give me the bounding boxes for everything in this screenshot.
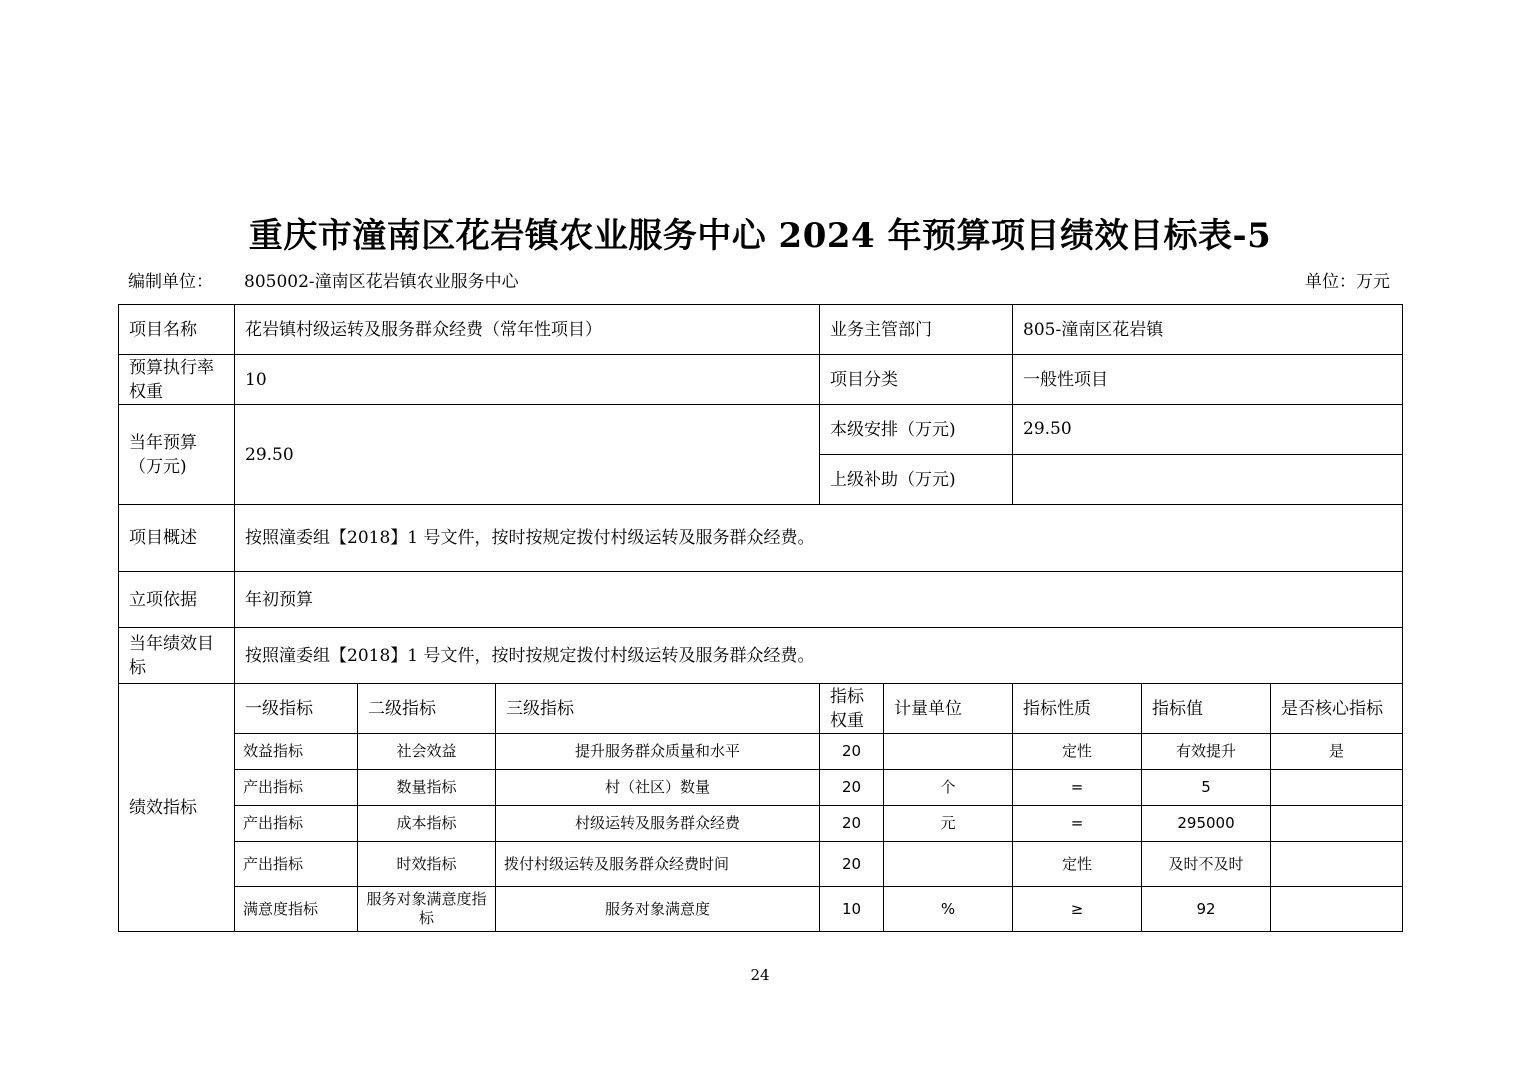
budget-value: 29.50 [235,405,820,505]
budget-label: 当年预算（万元) [119,405,235,505]
upper-label: 上级补助（万元) [820,455,1013,505]
indicator-level2: 社会效益 [358,734,496,770]
dept-label: 业务主管部门 [820,305,1013,355]
category-label: 项目分类 [820,355,1013,405]
row-project-name [119,305,1403,355]
dept-value: 805-潼南区花岩镇 [1013,305,1403,355]
row-goal [119,628,1403,684]
indicator-level2: 数量指标 [358,770,496,806]
local-value: 29.50 [1013,405,1403,455]
unit-label: 编制单位： [128,272,213,292]
indicator-level1: 产出指标 [235,770,358,806]
indicator-unit: 个 [884,770,1013,806]
table-row [119,842,1403,887]
basis-value: 年初预算 [235,572,1403,628]
table-row [119,770,1403,806]
header-cell: 一级指标 [235,684,358,734]
indicator-level1: 产出指标 [235,806,358,842]
header-cell: 三级指标 [496,684,820,734]
indicator-level2: 服务对象满意度指标 [358,887,496,932]
indicator-unit: % [884,887,1013,932]
indicator-level3: 提升服务群众质量和水平 [496,734,820,770]
header-cell: 计量单位 [884,684,1013,734]
goal-label: 当年绩效目标 [119,628,235,684]
indicator-nature: 定性 [1013,734,1142,770]
basis-label: 立项依据 [119,572,235,628]
indicator-core [1271,806,1403,842]
indicator-unit: 元 [884,806,1013,842]
indicator-level3: 村（社区）数量 [496,770,820,806]
table-row [119,887,1403,932]
header-cell: 是否核心指标 [1271,684,1403,734]
perf-label: 绩效指标 [119,684,235,932]
indicator-level2: 时效指标 [358,842,496,887]
exec-weight-value: 10 [235,355,820,405]
unit-row [128,270,1390,294]
indicator-level2: 成本指标 [358,806,496,842]
row-basis [119,572,1403,628]
indicator-value: 92 [1142,887,1271,932]
indicator-nature: = [1013,806,1142,842]
indicator-value: 及时不及时 [1142,842,1271,887]
indicator-core [1271,842,1403,887]
indicator-weight: 20 [820,806,884,842]
indicator-level3: 服务对象满意度 [496,887,820,932]
header-cell: 二级指标 [358,684,496,734]
header-cell: 指标权重 [820,684,884,734]
indicator-nature: = [1013,770,1142,806]
indicator-value: 有效提升 [1142,734,1271,770]
indicator-nature: ≥ [1013,887,1142,932]
row-budget [119,405,1403,455]
indicator-level1: 效益指标 [235,734,358,770]
indicator-level1: 产出指标 [235,842,358,887]
indicator-unit [884,734,1013,770]
project-name-value: 花岩镇村级运转及服务群众经费（常年性项目） [235,305,820,355]
indicator-core [1271,887,1403,932]
money-unit: 单位：万元 [1305,272,1390,292]
category-value: 一般性项目 [1013,355,1403,405]
indicator-level1: 满意度指标 [235,887,358,932]
indicator-weight: 10 [820,887,884,932]
indicator-value: 295000 [1142,806,1271,842]
local-label: 本级安排（万元) [820,405,1013,455]
header-cell: 指标性质 [1013,684,1142,734]
row-exec-weight [119,355,1403,405]
goal-value: 按照潼委组【2018】1 号文件，按时按规定拨付村级运转及服务群众经费。 [235,628,1403,684]
unit-value: 805002-潼南区花岩镇农业服务中心 [244,272,519,292]
indicator-weight: 20 [820,770,884,806]
upper-value [1013,455,1403,505]
page-number: 24 [750,966,770,984]
table-row [119,806,1403,842]
indicator-level3: 拨付村级运转及服务群众经费时间 [496,842,820,887]
header-cell: 指标值 [1142,684,1271,734]
performance-table [118,304,1403,932]
table-row [119,734,1403,770]
document-title: 重庆市潼南区花岩镇农业服务中心 2024 年预算项目绩效目标表-5 [248,216,1272,256]
indicator-weight: 20 [820,842,884,887]
overview-value: 按照潼委组【2018】1 号文件，按时按规定拨付村级运转及服务群众经费。 [235,505,1403,572]
project-name-label: 项目名称 [119,305,235,355]
indicator-level3: 村级运转及服务群众经费 [496,806,820,842]
indicator-core: 是 [1271,734,1403,770]
row-overview [119,505,1403,572]
indicator-unit [884,842,1013,887]
exec-weight-label: 预算执行率权重 [119,355,235,405]
indicator-weight: 20 [820,734,884,770]
indicator-core [1271,770,1403,806]
indicator-value: 5 [1142,770,1271,806]
overview-label: 项目概述 [119,505,235,572]
indicator-nature: 定性 [1013,842,1142,887]
indicator-header-row [119,684,1403,734]
